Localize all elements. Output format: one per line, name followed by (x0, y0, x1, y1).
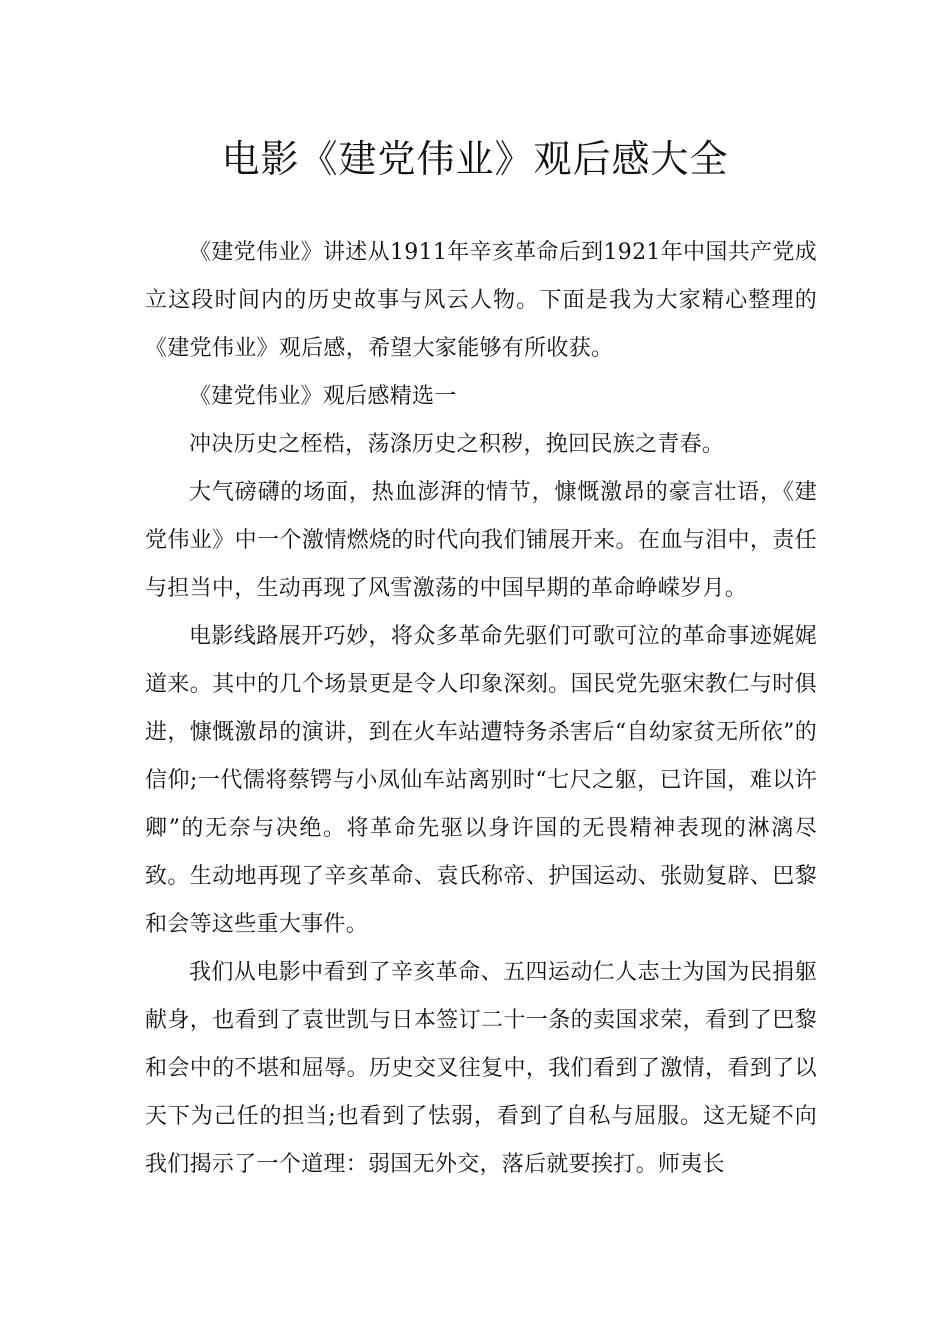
body-paragraph-2: 电影线路展开巧妙，将众多革命先驱们可歌可泣的革命事迹娓娓道来。其中的几个场景更是令人印象深刻。国民党先驱宋教仁与时俱进，慷慨激昂的演讲，到在火车站遭特务杀害后“自幼家贫无所依”的信仰;一代儒将蔡锷与小凤仙车站离别时“七尺之躯，已许国，难以许卿”的无奈与决绝。将革命先驱以身许国的无畏精神表现的淋漓尽致。生动地再现了辛亥革命、袁氏称帝、护国运动、张勋复辟、巴黎和会等这些重大事件。 (145, 624, 817, 937)
section-heading: 《建党伟业》观后感精选一 (189, 384, 457, 409)
document-body (145, 229, 817, 1189)
body-paragraph-3: 我们从电影中看到了辛亥革命、五四运动仁人志士为国为民捐躯献身，也看到了袁世凯与日本签订二十一条的卖国求荣，看到了巴黎和会中的不堪和屈辱。历史交叉往复中，我们看到了激情，看到了以天下为己任的担当;也看到了怯弱，看到了自私与屈服。这无疑不向我们揭示了一个道理：弱国无外交，落后就要挨打。师夷长 (145, 960, 817, 1177)
body-paragraph-1: 大气磅礴的场面，热血澎湃的情节，慷慨激昂的豪言壮语，《建党伟业》中一个激情燃烧的时代向我们铺展开来。在血与泪中，责任与担当中，生动再现了风雪激荡的中国早期的革命峥嵘岁月。 (145, 480, 817, 601)
document-title: 电影《建党伟业》观后感大全 (221, 137, 729, 181)
quote-paragraph: 冲决历史之桎梏，荡涤历史之积秽，挽回民族之青春。 (189, 432, 725, 457)
intro-paragraph: 《建党伟业》讲述从1911年辛亥革命后到1921年中国共产党成立这段时间内的历史故事与风云人物。下面是我为大家精心整理的《建党伟业》观后感，希望大家能够有所收获。 (145, 240, 817, 361)
